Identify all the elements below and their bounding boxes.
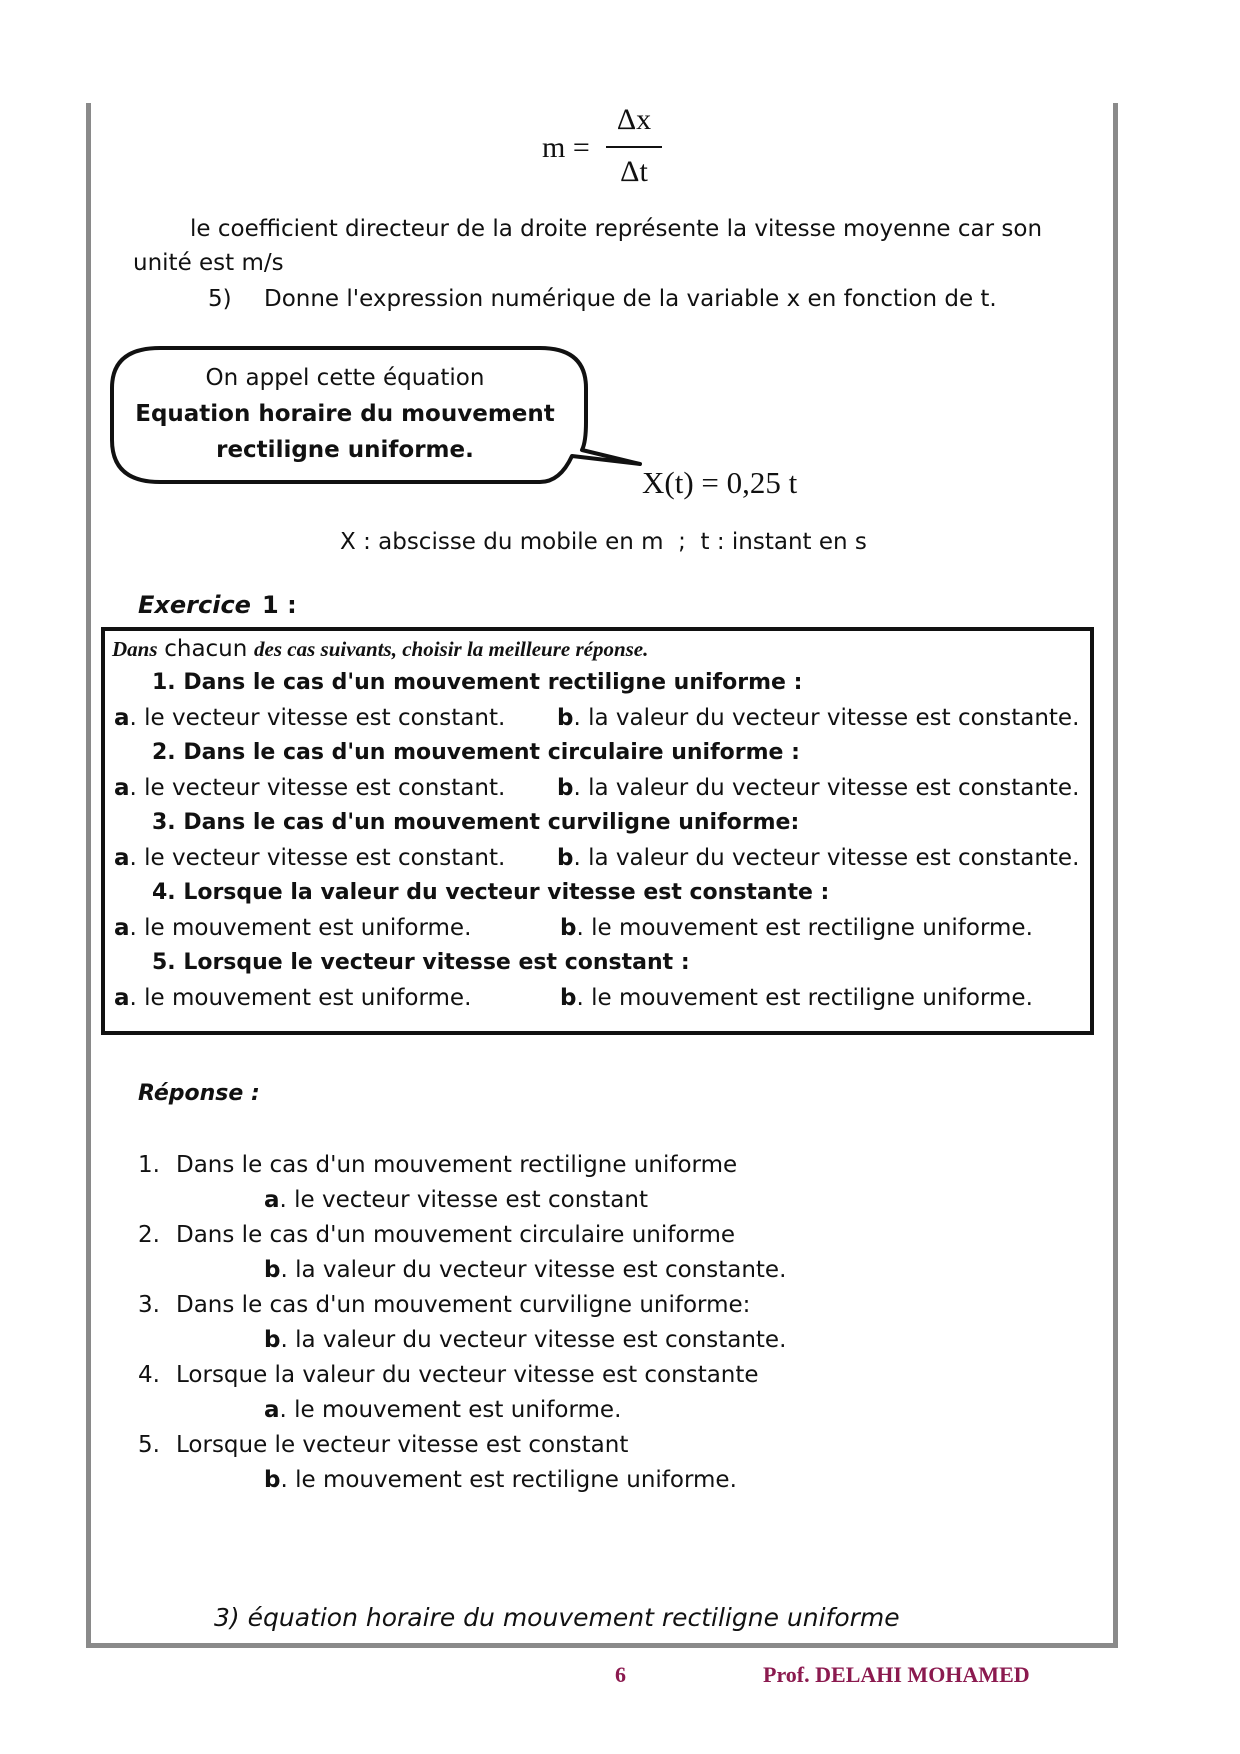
option-text: . le mouvement est rectiligne uniforme. <box>576 915 1033 941</box>
answer-letter: b <box>264 1327 281 1353</box>
section-3-heading <box>214 1603 900 1632</box>
answer-text: . le vecteur vitesse est constant <box>279 1187 648 1213</box>
coefficient-text-line2: unité est m/s <box>133 250 284 276</box>
answer-1-question: Dans le cas d'un mouvement rectiligne uniforme <box>176 1152 738 1178</box>
answer-2-number: 2. <box>138 1222 160 1248</box>
exercise-option-2a <box>114 775 505 801</box>
bubble-text <box>100 360 590 468</box>
option-letter: a <box>114 705 130 731</box>
intro-part-b: chacun <box>164 636 248 662</box>
answer-letter: b <box>264 1257 281 1283</box>
exercise-option-2b <box>557 775 1079 801</box>
answer-1-number: 1. <box>138 1152 160 1178</box>
option-letter: b <box>557 845 574 871</box>
exercise-question-5: 5. Lorsque le vecteur vitesse est constant : <box>152 950 690 975</box>
answer-text: . le mouvement est rectiligne uniforme. <box>280 1467 737 1493</box>
option-text: . le vecteur vitesse est constant. <box>129 705 506 731</box>
answer-3-response <box>264 1323 786 1357</box>
answer-4-question: Lorsque la valeur du vecteur vitesse est constante <box>176 1362 759 1388</box>
section-3-number: 3) <box>214 1603 240 1632</box>
option-text: . le mouvement est uniforme. <box>129 915 472 941</box>
exercise-number: 1 : <box>262 591 297 619</box>
answer-letter: b <box>264 1467 281 1493</box>
answer-3-question: Dans le cas d'un mouvement curviligne uniforme: <box>176 1292 751 1318</box>
option-letter: b <box>557 775 574 801</box>
answers-title: Réponse : <box>138 1081 260 1106</box>
exercise-question-4: 4. Lorsque la valeur du vecteur vitesse est constante : <box>152 880 830 905</box>
exercise-title: Exercice <box>138 591 251 619</box>
exercise-option-1b <box>557 705 1079 731</box>
answer-1-response <box>264 1183 648 1217</box>
fraction-bar <box>606 146 662 148</box>
coefficient-text-line1: le coefficient directeur de la droite représente la vitesse moyenne car son <box>190 216 1043 242</box>
option-text: . le vecteur vitesse est constant. <box>129 845 506 871</box>
answer-5-response <box>264 1463 737 1497</box>
variables-legend: X : abscisse du mobile en m ; t : instant en s <box>340 529 867 555</box>
option-letter: b <box>560 985 577 1011</box>
answer-5-question: Lorsque le vecteur vitesse est constant <box>176 1432 629 1458</box>
answer-4-response <box>264 1393 621 1427</box>
option-letter: a <box>114 915 130 941</box>
bubble-line3: rectiligne uniforme. <box>216 437 474 463</box>
exercise-question-3: 3. Dans le cas d'un mouvement curviligne uniforme: <box>152 810 800 835</box>
intro-part-c: des cas suivants, choisir la meilleure réponse. <box>254 637 649 661</box>
exercise-option-5a <box>114 985 471 1011</box>
answer-2-question: Dans le cas d'un mouvement circulaire uniforme <box>176 1222 736 1248</box>
bubble-line2: Equation horaire du mouvement <box>135 401 555 427</box>
option-letter: b <box>557 705 574 731</box>
exercise-heading <box>138 591 297 619</box>
option-text: . la valeur du vecteur vitesse est constante. <box>573 775 1080 801</box>
option-text: . la valeur du vecteur vitesse est constante. <box>573 845 1080 871</box>
option-letter: a <box>114 985 130 1011</box>
bubble-line1: On appel cette équation <box>205 365 485 391</box>
question-5-text: Donne l'expression numérique de la variable x en fonction de t. <box>264 286 997 312</box>
exercise-question-1: 1. Dans le cas d'un mouvement rectiligne uniforme : <box>152 670 803 695</box>
exercise-question-2: 2. Dans le cas d'un mouvement circulaire uniforme : <box>152 740 800 765</box>
option-text: . le mouvement est uniforme. <box>129 985 472 1011</box>
intro-part-a: Dans <box>112 637 158 661</box>
answer-text: . le mouvement est uniforme. <box>279 1397 622 1423</box>
option-text: . le mouvement est rectiligne uniforme. <box>576 985 1033 1011</box>
option-text: . la valeur du vecteur vitesse est constante. <box>573 705 1080 731</box>
exercise-option-3b <box>557 845 1079 871</box>
formula-denominator: Δt <box>620 155 648 188</box>
answer-4-number: 4. <box>138 1362 160 1388</box>
answer-text: . la valeur du vecteur vitesse est constante. <box>280 1257 787 1283</box>
answer-3-number: 3. <box>138 1292 160 1318</box>
author-name: Prof. DELAHI MOHAMED <box>763 1662 1030 1687</box>
exercise-option-5b <box>560 985 1033 1011</box>
answer-5-number: 5. <box>138 1432 160 1458</box>
question-5-number: 5) <box>208 286 232 312</box>
answer-letter: a <box>264 1397 280 1423</box>
option-letter: a <box>114 775 130 801</box>
exercise-intro <box>112 636 648 662</box>
section-3-text: équation horaire du mouvement rectiligne uniforme <box>247 1603 900 1632</box>
option-text: . le vecteur vitesse est constant. <box>129 775 506 801</box>
answer-text: . la valeur du vecteur vitesse est constante. <box>280 1327 787 1353</box>
answer-2-response <box>264 1253 786 1287</box>
exercise-option-4a <box>114 915 471 941</box>
exercise-option-4b <box>560 915 1033 941</box>
exercise-option-1a <box>114 705 505 731</box>
exercise-option-3a <box>114 845 505 871</box>
page-number: 6 <box>615 1662 626 1687</box>
formula-lhs: m = <box>542 131 590 164</box>
option-letter: a <box>114 845 130 871</box>
answer-letter: a <box>264 1187 280 1213</box>
equation: X(t) = 0,25 t <box>642 465 798 500</box>
option-letter: b <box>560 915 577 941</box>
formula-numerator: Δx <box>616 103 652 136</box>
